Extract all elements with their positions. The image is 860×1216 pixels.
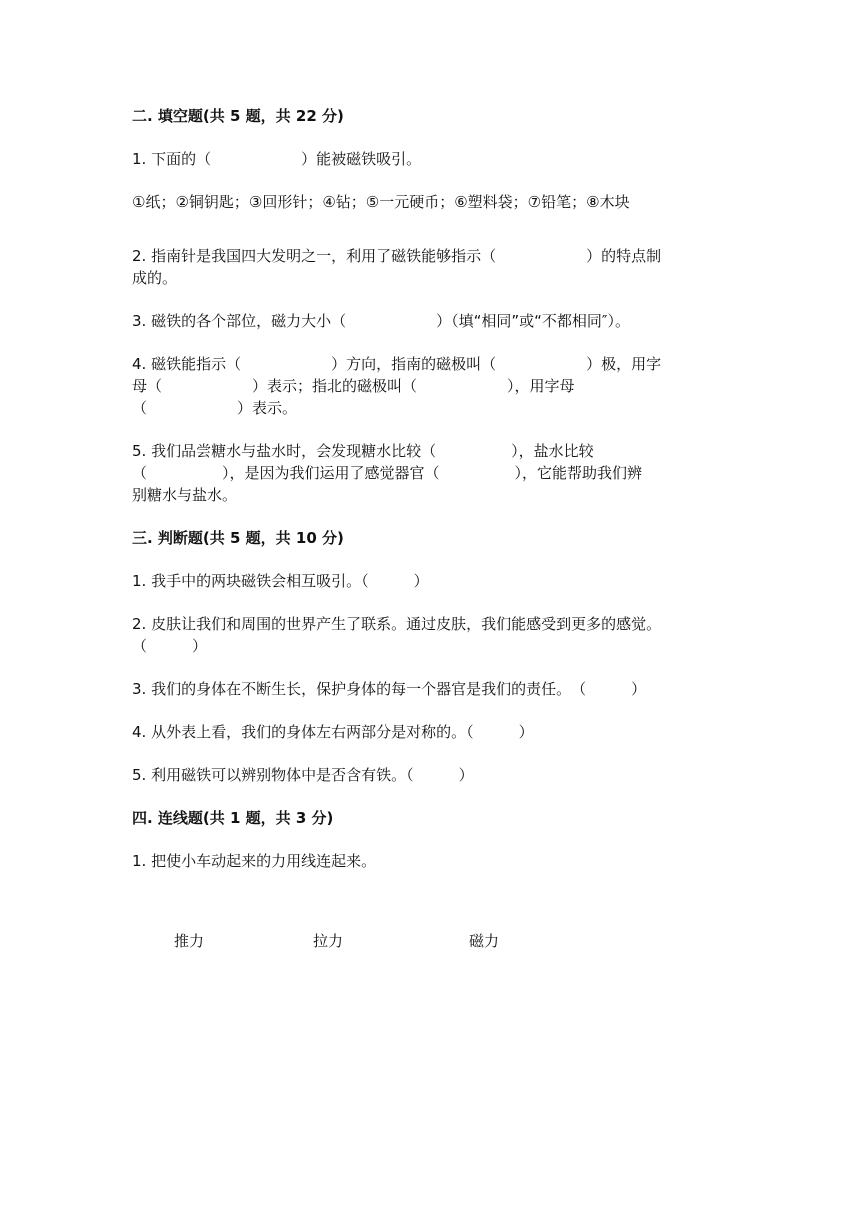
fill-q1-options: ①纸；②铜钥匙；③回形针；④钻；⑤一元硬币；⑥塑料袋；⑦铅笔；⑧木块 [132,193,630,211]
fill-q2-line1: 2. 指南针是我国四大发明之一，利用了磁铁能够指示（ ）的特点制 [132,247,662,265]
fill-q4-line1: 4. 磁铁能指示（ ）方向，指南的磁极叫（ ）极，用字 [132,355,662,373]
fill-q2-line2: 成的。 [132,269,178,287]
fill-q1-text: 1. 下面的（ ）能被磁铁吸引。 [132,150,422,168]
section-2-heading: 二. 填空题(共 5 题，共 22 分) [132,107,344,125]
fill-q5-line2: （ ），是因为我们运用了感觉器官（ ），它能帮助我们辨 [132,464,643,482]
match-label-magnetic: 磁力 [469,932,500,950]
fill-q5-line1: 5. 我们品尝糖水与盐水时，会发现糖水比较（ ），盐水比较 [132,442,594,460]
judge-q3-text: 3. 我们的身体在不断生长，保护身体的每一个器官是我们的责任。 （ ） [132,680,647,698]
match-label-pull: 拉力 [313,932,344,950]
judge-q1-text: 1. 我手中的两块磁铁会相互吸引。（ ） [132,572,429,590]
section-4-heading: 四. 连线题(共 1 题，共 3 分) [132,809,334,827]
judge-q5-text: 5. 利用磁铁可以辨别物体中是否含有铁。（ ） [132,766,474,784]
match-q1-text: 1. 把使小车动起来的力用线连起来。 [132,852,377,870]
fill-q5-line3: 别糖水与盐水。 [132,486,238,504]
fill-q4-line3: （ ）表示。 [132,399,298,417]
judge-q4-text: 4. 从外表上看，我们的身体左右两部分是对称的。（ ） [132,723,534,741]
fill-q3-text: 3. 磁铁的各个部位，磁力大小（ ）（填“相同”或“不都相同″）。 [132,312,630,330]
judge-q2-line1: 2. 皮肤让我们和周围的世界产生了联系。通过皮肤，我们能感受到更多的感觉。 [132,615,662,633]
judge-q2-line2: （ ） [132,637,208,655]
fill-q4-line2: 母（ ）表示；指北的磁极叫（ ），用字母 [132,377,575,395]
section-3-heading: 三. 判断题(共 5 题，共 10 分) [132,529,344,547]
match-label-push: 推力 [174,932,205,950]
